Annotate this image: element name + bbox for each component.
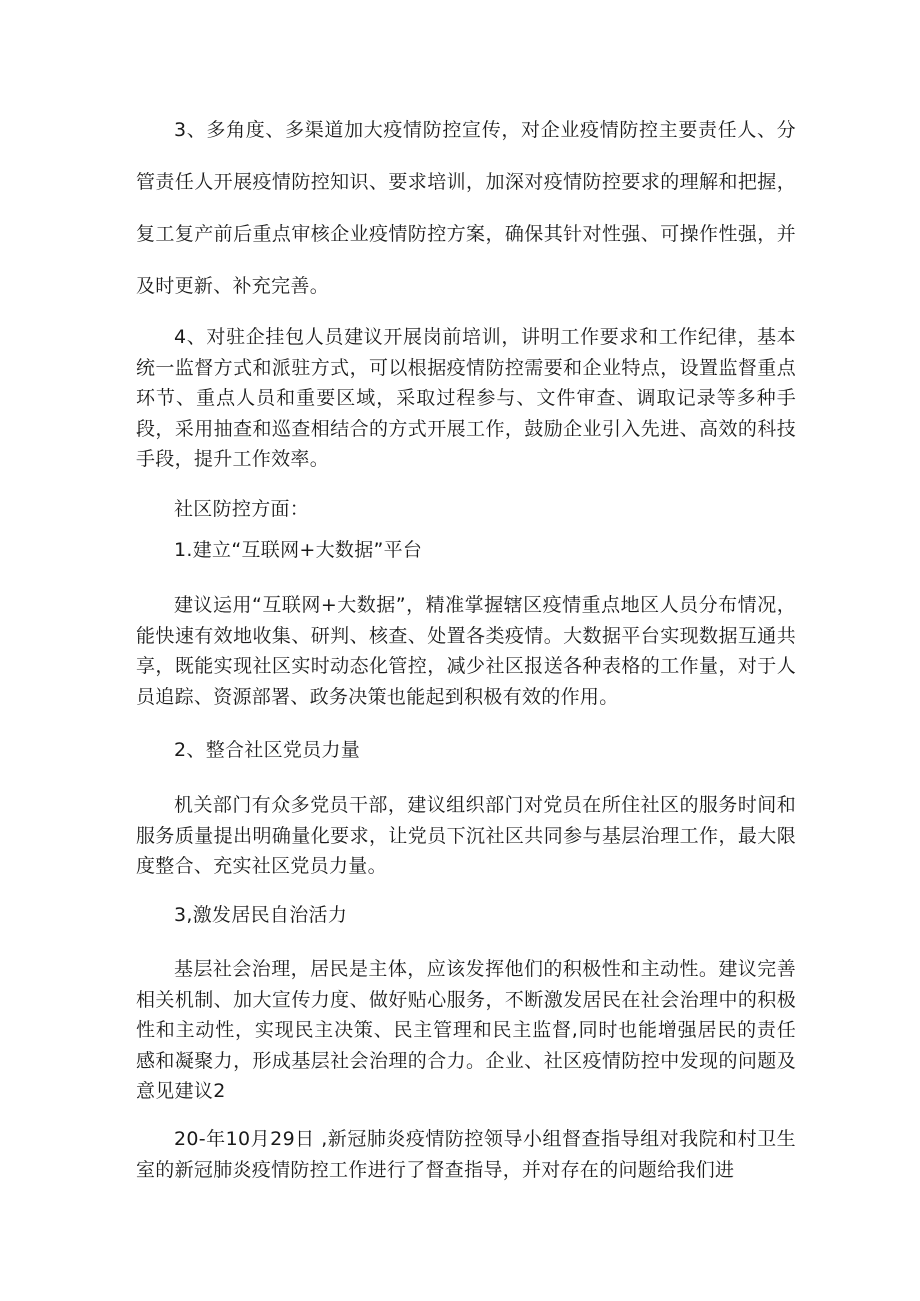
subheading-big-data-platform: 1.建立“互联网+大数据”平台 <box>174 539 423 561</box>
subheading-resident-autonomy: 3,激发居民自治活力 <box>174 904 348 926</box>
paragraph-resident-autonomy: 基层社会治理，居民是主体，应该发挥他们的积极性和主动性。建议完善相关机制、加大宣传力度、做好贴心服务，不断激发居民在社会治理中的积极性和主动性，实现民主决策、民主管理和民主监督,同时也能增强居民的责任感和凝聚力，形成基层社会治理的合力。企业、社区疫情防控中发现的问题及意见建议2 <box>136 958 796 1102</box>
paragraph-party-members: 机关部门有众多党员干部，建议组织部门对党员在所住社区的服务时间和服务质量提出明确量化要求，让党员下沉社区共同参与基层治理工作，最大限度整合、充实社区党员力量。 <box>136 794 796 877</box>
subheading-party-members: 2、整合社区党员力量 <box>174 739 361 761</box>
paragraph-pre-job-training: 4、对驻企挂包人员建议开展岗前培训，讲明工作要求和工作纪律，基本统一监督方式和派驻方式，可以根据疫情防控需要和企业特点，设置监督重点环节、重点人员和重要区域，采取过程参与、文件审查、调取记录等多种手段，采用抽查和巡查相结合的方式开展工作，鼓励企业引入先进、高效的科技手段，提升工作效率。 <box>136 326 796 470</box>
section-heading-community-prevention: 社区防控方面： <box>174 498 310 520</box>
paragraph-big-data-platform: 建议运用“互联网+大数据”，精准掌握辖区疫情重点地区人员分布情况，能快速有效地收集、研判、核查、处置各类疫情。大数据平台实现数据互通共享，既能实现社区实时动态化管控，减少社区报送各种表格的工作量，对于人员追踪、资源部署、政务决策也能起到积极有效的作用。 <box>136 594 796 708</box>
paragraph-publicity-training: 3、多角度、多渠道加大疫情防控宣传，对企业疫情防控主要责任人、分管责任人开展疫情防控知识、要求培训，加深对疫情防控要求的理解和把握，复工复产前后重点审核企业疫情防控方案，确保其针对性强、可操作性强，并及时更新、补充完善。 <box>136 119 796 297</box>
paragraph-inspection-report: 20-年10月29日 ,新冠肺炎疫情防控领导小组督查指导组对我院和村卫生室的新冠肺炎疫情防控工作进行了督查指导，并对存在的问题给我们进 <box>136 1128 796 1181</box>
